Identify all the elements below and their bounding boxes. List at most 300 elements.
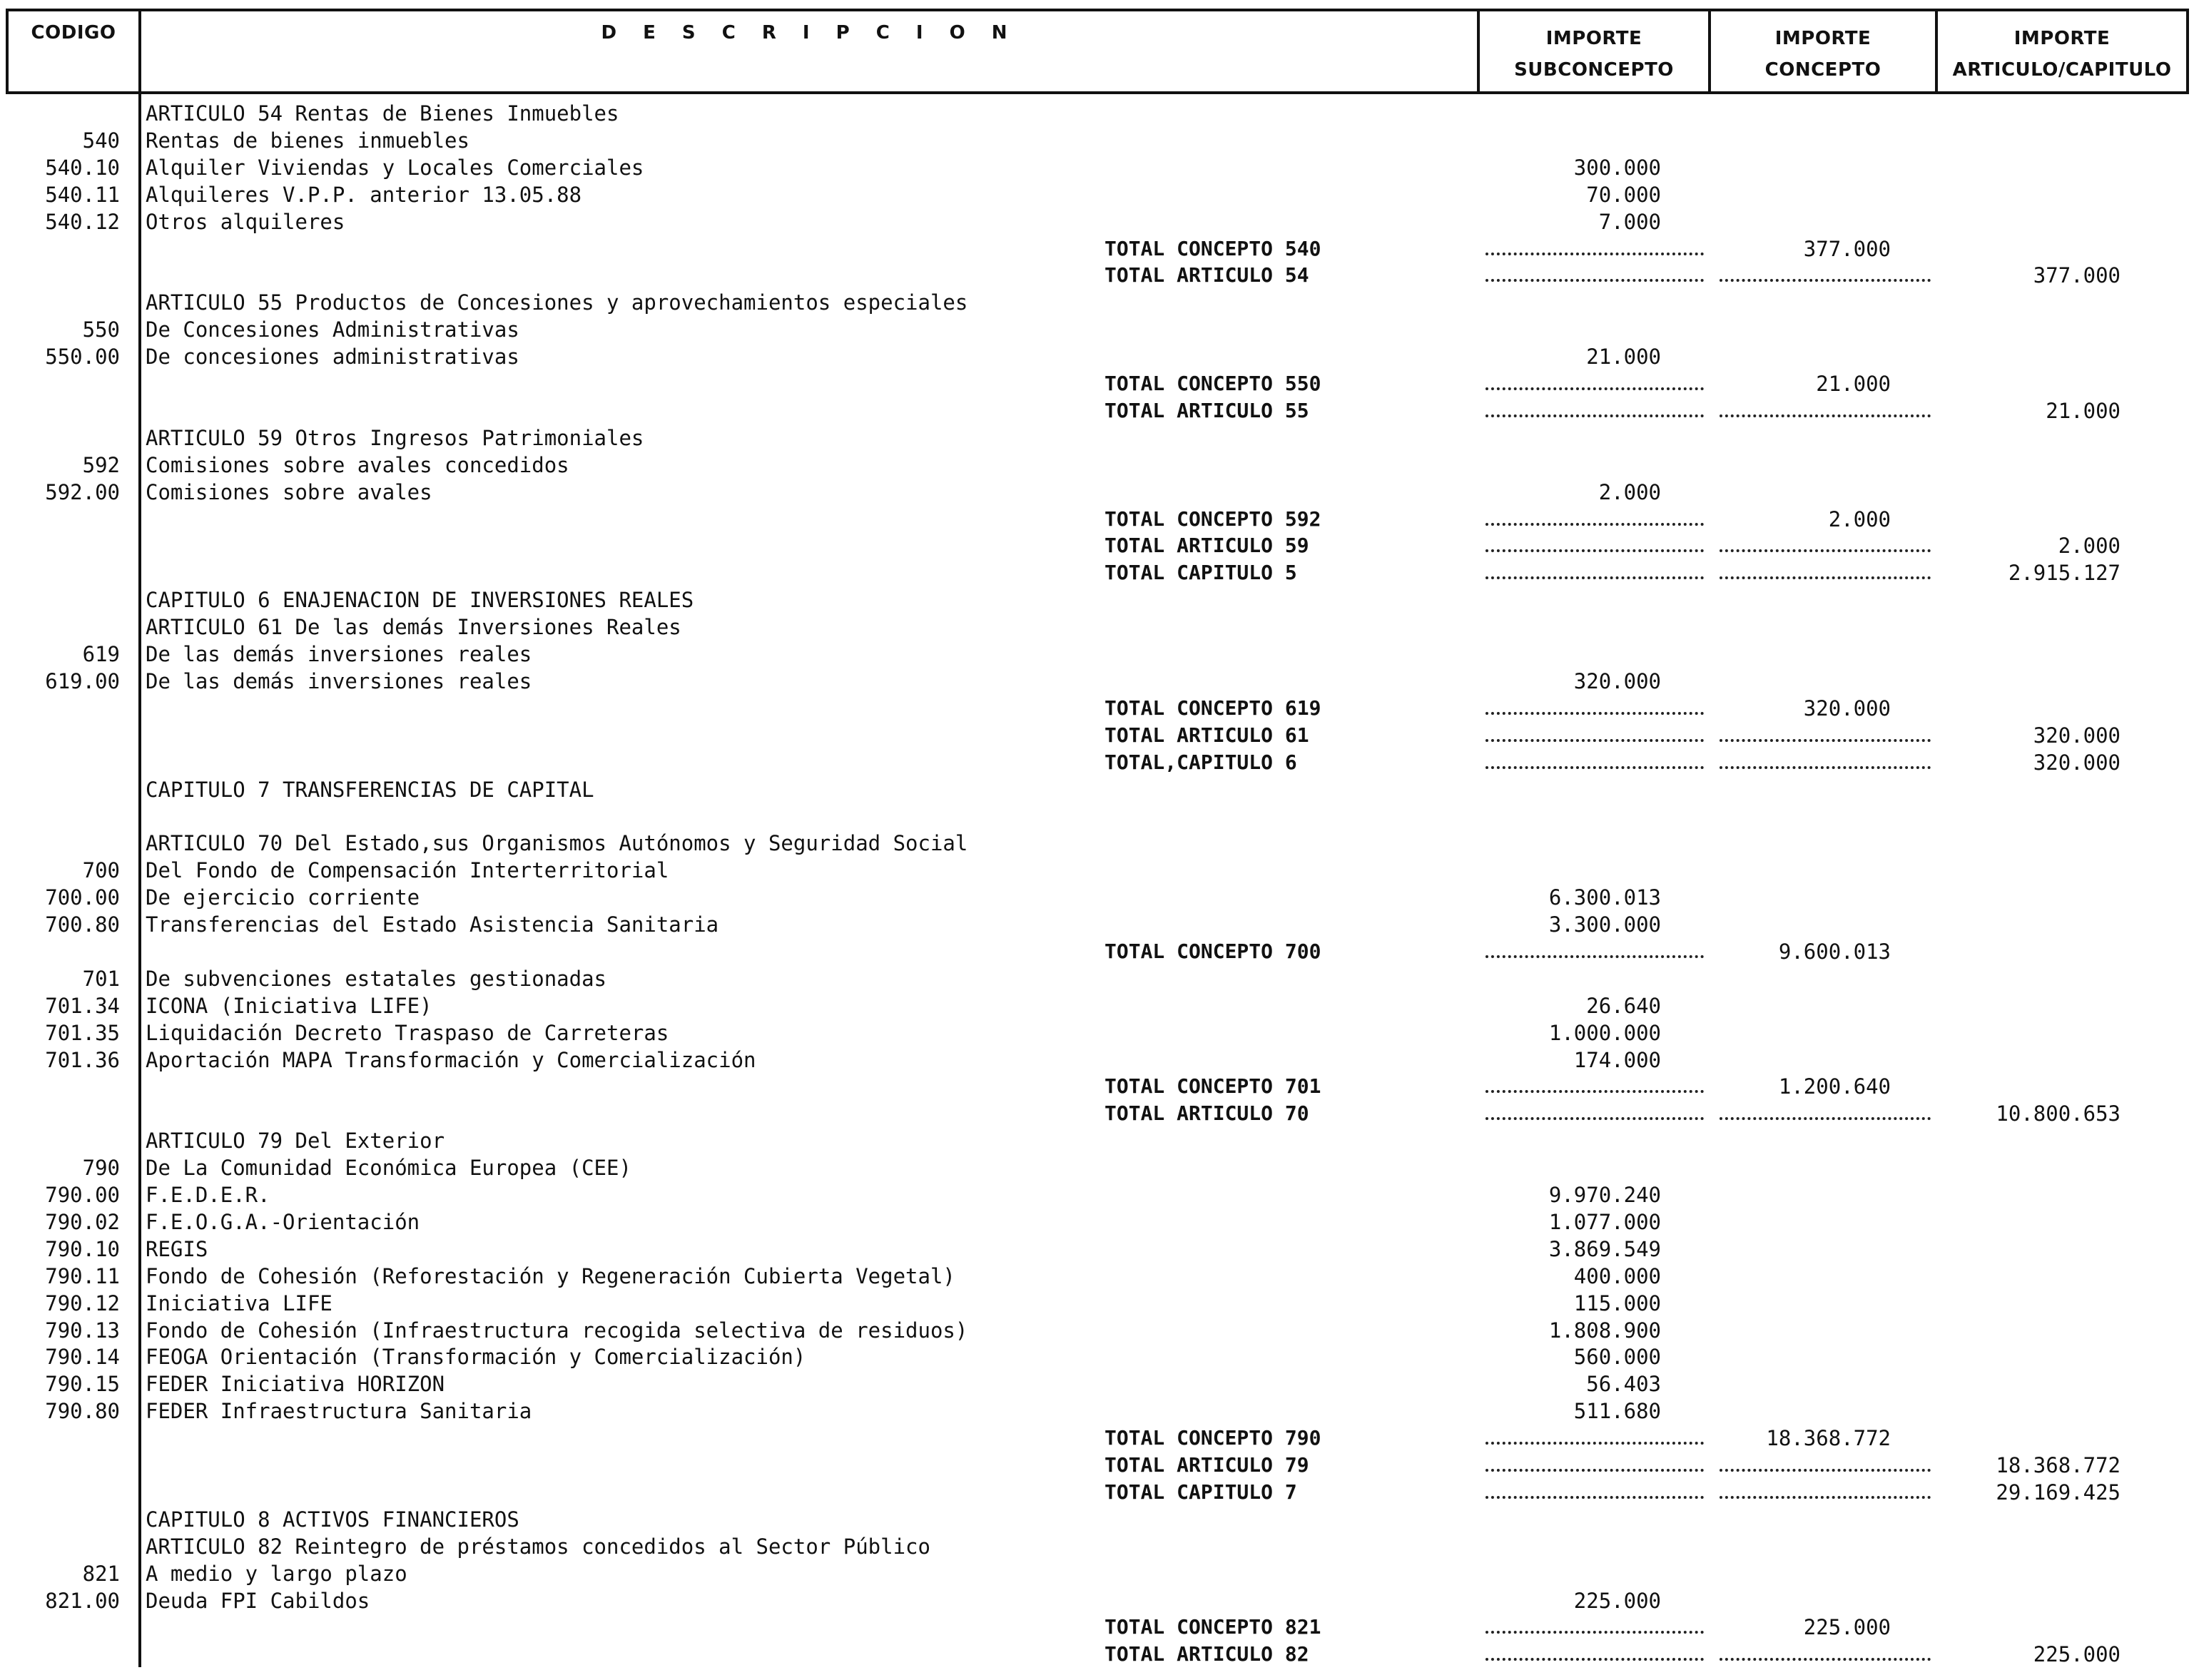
description-cell: De concesiones administrativas bbox=[146, 345, 519, 370]
code-cell bbox=[0, 1452, 120, 1479]
importe-articulo-capitulo bbox=[1955, 100, 2121, 127]
total-label: TOTAL CONCEPTO 550 bbox=[1104, 372, 1321, 395]
table-row bbox=[0, 1073, 2194, 1100]
table-row bbox=[0, 911, 2194, 938]
importe-articulo-capitulo bbox=[1955, 668, 2121, 695]
code-cell bbox=[0, 722, 120, 749]
table-row bbox=[0, 668, 2194, 695]
description-cell: REGIS bbox=[146, 1236, 208, 1261]
code-cell bbox=[0, 559, 120, 586]
dotted-leader-concepto bbox=[1720, 739, 1931, 742]
importe-articulo-capitulo bbox=[1955, 370, 2121, 397]
total-label: TOTAL CAPITULO 5 bbox=[1104, 561, 1297, 585]
table-row bbox=[0, 1019, 2194, 1047]
importe-articulo-capitulo: 225.000 bbox=[2033, 1642, 2121, 1667]
description-cell: ARTICULO 82 Reintegro de préstamos concedidos al Sector Público bbox=[146, 1534, 930, 1559]
total-label: TOTAL ARTICULO 70 bbox=[1104, 1101, 1309, 1126]
table-row bbox=[0, 1208, 2194, 1236]
code-cell bbox=[0, 532, 120, 559]
table-row bbox=[0, 586, 2194, 614]
dotted-leader-concepto bbox=[1720, 1469, 1931, 1472]
importe-concepto: 225.000 bbox=[1803, 1615, 1891, 1640]
importe-articulo-capitulo bbox=[1955, 1533, 2121, 1560]
importe-concepto bbox=[1712, 1208, 1891, 1236]
dotted-leader-subconcepto bbox=[1485, 1469, 1704, 1472]
importe-subconcepto: 1.808.900 bbox=[1548, 1318, 1661, 1343]
dotted-leader-concepto bbox=[1720, 1658, 1931, 1661]
importe-articulo-capitulo bbox=[1955, 992, 2121, 1019]
description-cell: Alquileres V.P.P. anterior 13.05.88 bbox=[146, 182, 582, 207]
table-row bbox=[0, 857, 2194, 884]
code-cell bbox=[0, 1127, 120, 1154]
dotted-leader-subconcepto bbox=[1485, 253, 1704, 255]
importe-subconcepto bbox=[1484, 695, 1661, 722]
importe-concepto bbox=[1712, 262, 1891, 289]
importe-concepto: 18.368.772 bbox=[1766, 1426, 1891, 1451]
dotted-leader-subconcepto bbox=[1485, 1442, 1704, 1445]
description-cell: FEOGA Orientación (Transformación y Comercialización) bbox=[146, 1345, 806, 1370]
total-label: TOTAL ARTICULO 59 bbox=[1104, 534, 1309, 558]
code-cell: 790 bbox=[82, 1156, 120, 1181]
importe-concepto bbox=[1712, 1047, 1891, 1074]
importe-subconcepto: 9.970.240 bbox=[1548, 1183, 1661, 1207]
importe-concepto: 9.600.013 bbox=[1778, 939, 1891, 964]
importe-subconcepto bbox=[1484, 830, 1661, 857]
importe-concepto bbox=[1712, 343, 1891, 370]
dotted-leader-concepto bbox=[1720, 1117, 1931, 1120]
importe-articulo-capitulo bbox=[1955, 289, 2121, 316]
importe-subconcepto: 2.000 bbox=[1598, 479, 1661, 504]
table-row bbox=[0, 127, 2194, 154]
table-row bbox=[0, 749, 2194, 776]
code-cell bbox=[0, 830, 120, 857]
description-cell: Alquiler Viviendas y Locales Comerciales bbox=[146, 155, 644, 180]
importe-concepto bbox=[1712, 127, 1891, 154]
description-cell: CAPITULO 7 TRANSFERENCIAS DE CAPITAL bbox=[146, 777, 594, 802]
table-row bbox=[0, 506, 2194, 533]
importe-subconcepto: 511.680 bbox=[1573, 1399, 1661, 1424]
importe-articulo-capitulo bbox=[1955, 479, 2121, 506]
total-label: TOTAL CONCEPTO 700 bbox=[1104, 939, 1321, 963]
header-descripcion: D E S C R I P C I O N bbox=[601, 22, 1017, 44]
code-cell bbox=[0, 1100, 120, 1127]
table-row bbox=[0, 343, 2194, 370]
importe-articulo-capitulo bbox=[1955, 343, 2121, 370]
code-cell bbox=[0, 614, 120, 641]
table-row bbox=[0, 424, 2194, 452]
code-cell bbox=[0, 586, 120, 614]
importe-articulo-capitulo: 320.000 bbox=[2033, 723, 2121, 748]
importe-concepto bbox=[1712, 1641, 1891, 1668]
total-label: TOTAL ARTICULO 82 bbox=[1104, 1642, 1309, 1666]
table-row bbox=[0, 1641, 2194, 1668]
header-articulo-line1: IMPORTE bbox=[2013, 28, 2111, 49]
importe-articulo-capitulo bbox=[1955, 884, 2121, 911]
importe-subconcepto bbox=[1484, 614, 1661, 641]
total-label: TOTAL ARTICULO 55 bbox=[1104, 398, 1309, 422]
description-cell: Fondo de Cohesión (Infraestructura recogida selectiva de residuos) bbox=[146, 1318, 968, 1343]
description-cell: Liquidación Decreto Traspaso de Carreteras bbox=[146, 1020, 669, 1045]
description-cell: CAPITULO 8 ACTIVOS FINANCIEROS bbox=[146, 1507, 519, 1532]
table-row bbox=[0, 695, 2194, 722]
table-row bbox=[0, 1317, 2194, 1344]
importe-subconcepto bbox=[1484, 965, 1661, 992]
importe-articulo-capitulo bbox=[1955, 1073, 2121, 1100]
importe-subconcepto bbox=[1484, 262, 1661, 289]
code-cell bbox=[0, 695, 120, 722]
importe-concepto bbox=[1712, 1100, 1891, 1127]
importe-articulo-capitulo bbox=[1955, 235, 2121, 263]
code-cell bbox=[0, 803, 120, 830]
importe-subconcepto: 320.000 bbox=[1573, 668, 1661, 693]
code-cell: 540 bbox=[82, 128, 120, 153]
importe-articulo-capitulo bbox=[1955, 1290, 2121, 1317]
table-row bbox=[0, 776, 2194, 803]
table-row bbox=[0, 262, 2194, 289]
importe-subconcepto: 115.000 bbox=[1573, 1290, 1661, 1315]
dotted-leader-subconcepto bbox=[1485, 1117, 1704, 1120]
importe-articulo-capitulo bbox=[1955, 1263, 2121, 1290]
table-row bbox=[0, 1425, 2194, 1452]
importe-concepto bbox=[1712, 397, 1891, 424]
importe-concepto: 320.000 bbox=[1803, 696, 1891, 721]
importe-subconcepto: 225.000 bbox=[1573, 1588, 1661, 1613]
description-cell: Iniciativa LIFE bbox=[146, 1290, 332, 1315]
dotted-leader-subconcepto bbox=[1485, 523, 1704, 526]
importe-subconcepto bbox=[1484, 1506, 1661, 1533]
code-cell: 790.15 bbox=[45, 1372, 120, 1397]
code-cell: 821 bbox=[82, 1561, 120, 1586]
code-cell bbox=[0, 749, 120, 776]
importe-subconcepto: 174.000 bbox=[1573, 1047, 1661, 1072]
importe-articulo-capitulo bbox=[1955, 1047, 2121, 1074]
importe-subconcepto: 3.300.000 bbox=[1548, 912, 1661, 937]
importe-subconcepto: 26.640 bbox=[1586, 993, 1661, 1018]
total-label: TOTAL ARTICULO 61 bbox=[1104, 723, 1309, 747]
code-cell bbox=[0, 1614, 120, 1641]
importe-subconcepto bbox=[1484, 127, 1661, 154]
dotted-leader-concepto bbox=[1720, 766, 1931, 769]
importe-subconcepto: 560.000 bbox=[1573, 1345, 1661, 1370]
importe-concepto bbox=[1712, 316, 1891, 343]
dotted-leader-subconcepto bbox=[1485, 955, 1704, 958]
header-subconcepto-line1: IMPORTE bbox=[1545, 28, 1642, 49]
table-row bbox=[0, 452, 2194, 479]
importe-concepto: 377.000 bbox=[1803, 236, 1891, 261]
importe-subconcepto bbox=[1484, 235, 1661, 263]
table-row bbox=[0, 830, 2194, 857]
importe-articulo-capitulo bbox=[1955, 695, 2121, 722]
table-row bbox=[0, 938, 2194, 965]
importe-concepto bbox=[1712, 1181, 1891, 1208]
code-cell: 701.35 bbox=[45, 1020, 120, 1045]
table-row bbox=[0, 1343, 2194, 1370]
importe-subconcepto bbox=[1484, 370, 1661, 397]
description-cell: F.E.D.E.R. bbox=[146, 1183, 270, 1207]
importe-subconcepto: 400.000 bbox=[1573, 1263, 1661, 1288]
description-cell: Comisiones sobre avales concedidos bbox=[146, 452, 569, 477]
importe-concepto bbox=[1712, 1533, 1891, 1560]
dotted-leader-subconcepto bbox=[1485, 712, 1704, 715]
importe-subconcepto bbox=[1484, 397, 1661, 424]
importe-articulo-capitulo bbox=[1955, 1236, 2121, 1263]
code-cell: 790.14 bbox=[45, 1345, 120, 1370]
table-row bbox=[0, 1533, 2194, 1560]
dotted-leader-subconcepto bbox=[1485, 387, 1704, 390]
code-cell bbox=[0, 1479, 120, 1506]
importe-subconcepto bbox=[1484, 722, 1661, 749]
table-row bbox=[0, 1263, 2194, 1290]
table-row bbox=[0, 532, 2194, 559]
importe-concepto bbox=[1712, 559, 1891, 586]
importe-subconcepto bbox=[1484, 586, 1661, 614]
importe-concepto bbox=[1712, 1236, 1891, 1263]
table-row bbox=[0, 397, 2194, 424]
description-cell: De Concesiones Administrativas bbox=[146, 317, 519, 342]
importe-concepto bbox=[1712, 452, 1891, 479]
importe-subconcepto bbox=[1484, 641, 1661, 668]
code-cell bbox=[0, 370, 120, 397]
code-cell bbox=[0, 506, 120, 533]
code-cell bbox=[0, 1073, 120, 1100]
code-cell: 550 bbox=[82, 317, 120, 342]
importe-concepto bbox=[1712, 1479, 1891, 1506]
table-row bbox=[0, 1290, 2194, 1317]
code-cell bbox=[0, 938, 120, 965]
table-row bbox=[0, 370, 2194, 397]
table-row bbox=[0, 614, 2194, 641]
importe-subconcepto bbox=[1484, 1425, 1661, 1452]
importe-subconcepto bbox=[1484, 776, 1661, 803]
table-row bbox=[0, 181, 2194, 208]
importe-subconcepto bbox=[1484, 1614, 1661, 1641]
importe-subconcepto bbox=[1484, 749, 1661, 776]
importe-concepto bbox=[1712, 803, 1891, 830]
importe-concepto bbox=[1712, 181, 1891, 208]
dotted-leader-subconcepto bbox=[1485, 1658, 1704, 1661]
total-label: TOTAL,CAPITULO 6 bbox=[1104, 750, 1297, 774]
code-cell: 700 bbox=[82, 858, 120, 883]
header-codigo: CODIGO bbox=[31, 22, 116, 44]
total-label: TOTAL ARTICULO 79 bbox=[1104, 1453, 1309, 1477]
total-label: TOTAL CONCEPTO 821 bbox=[1104, 1615, 1321, 1639]
importe-articulo-capitulo bbox=[1955, 857, 2121, 884]
importe-concepto bbox=[1712, 1127, 1891, 1154]
importe-subconcepto bbox=[1484, 1452, 1661, 1479]
dotted-leader-subconcepto bbox=[1485, 1090, 1704, 1093]
importe-articulo-capitulo bbox=[1955, 506, 2121, 533]
importe-articulo-capitulo bbox=[1955, 1343, 2121, 1370]
dotted-leader-subconcepto bbox=[1485, 549, 1704, 552]
importe-articulo-capitulo bbox=[1955, 154, 2121, 181]
code-cell bbox=[0, 424, 120, 452]
dotted-leader-subconcepto bbox=[1485, 414, 1704, 417]
code-cell: 790.11 bbox=[45, 1263, 120, 1288]
description-cell: De subvenciones estatales gestionadas bbox=[146, 966, 607, 991]
code-cell bbox=[0, 289, 120, 316]
description-cell: Rentas de bienes inmuebles bbox=[146, 128, 469, 153]
code-cell: 790.02 bbox=[45, 1209, 120, 1234]
code-cell bbox=[0, 1533, 120, 1560]
importe-subconcepto bbox=[1484, 1154, 1661, 1181]
description-cell: Del Fondo de Compensación Interterritorial bbox=[146, 858, 669, 883]
importe-subconcepto bbox=[1484, 1100, 1661, 1127]
code-cell: 540.11 bbox=[45, 182, 120, 207]
importe-concepto bbox=[1712, 911, 1891, 938]
table-row bbox=[0, 1236, 2194, 1263]
importe-articulo-capitulo bbox=[1955, 1560, 2121, 1587]
importe-subconcepto: 1.000.000 bbox=[1548, 1020, 1661, 1045]
importe-concepto bbox=[1712, 1263, 1891, 1290]
importe-articulo-capitulo bbox=[1955, 1614, 2121, 1641]
total-label: TOTAL CONCEPTO 592 bbox=[1104, 506, 1321, 531]
importe-articulo-capitulo bbox=[1955, 803, 2121, 830]
table-row bbox=[0, 1587, 2194, 1614]
importe-concepto: 2.000 bbox=[1828, 506, 1891, 531]
importe-articulo-capitulo bbox=[1955, 641, 2121, 668]
importe-concepto bbox=[1712, 100, 1891, 127]
importe-articulo-capitulo bbox=[1955, 614, 2121, 641]
importe-articulo-capitulo bbox=[1955, 586, 2121, 614]
table-row bbox=[0, 1560, 2194, 1587]
importe-subconcepto bbox=[1484, 559, 1661, 586]
importe-articulo-capitulo: 10.800.653 bbox=[1996, 1101, 2121, 1126]
code-cell: 540.12 bbox=[45, 209, 120, 234]
table-row bbox=[0, 208, 2194, 235]
importe-concepto bbox=[1712, 1290, 1891, 1317]
importe-articulo-capitulo bbox=[1955, 938, 2121, 965]
importe-subconcepto bbox=[1484, 1641, 1661, 1668]
description-cell: De ejercicio corriente bbox=[146, 885, 420, 910]
importe-articulo-capitulo bbox=[1955, 965, 2121, 992]
header-articulo-line2: ARTICULO/CAPITULO bbox=[1952, 59, 2172, 81]
code-cell: 619.00 bbox=[45, 668, 120, 693]
description-cell: FEDER Iniciativa HORIZON bbox=[146, 1372, 445, 1397]
table-row bbox=[0, 965, 2194, 992]
importe-concepto bbox=[1712, 749, 1891, 776]
importe-concepto bbox=[1712, 1560, 1891, 1587]
code-cell: 540.10 bbox=[45, 155, 120, 180]
importe-concepto bbox=[1712, 208, 1891, 235]
description-cell: A medio y largo plazo bbox=[146, 1561, 407, 1586]
dotted-leader-concepto bbox=[1720, 1496, 1931, 1499]
importe-concepto bbox=[1712, 614, 1891, 641]
importe-articulo-capitulo: 29.169.425 bbox=[1996, 1480, 2121, 1505]
importe-concepto bbox=[1712, 1154, 1891, 1181]
importe-subconcepto: 21.000 bbox=[1586, 345, 1661, 370]
description-cell: Fondo de Cohesión (Reforestación y Regeneración Cubierta Vegetal) bbox=[146, 1263, 955, 1288]
description-cell: F.E.O.G.A.-Orientación bbox=[146, 1209, 420, 1234]
description-cell: CAPITULO 6 ENAJENACION DE INVERSIONES REALES bbox=[146, 588, 694, 613]
importe-concepto bbox=[1712, 479, 1891, 506]
table-row bbox=[0, 992, 2194, 1019]
importe-articulo-capitulo bbox=[1955, 127, 2121, 154]
importe-subconcepto bbox=[1484, 1533, 1661, 1560]
importe-subconcepto bbox=[1484, 1073, 1661, 1100]
importe-subconcepto bbox=[1484, 938, 1661, 965]
description-cell: ARTICULO 70 Del Estado,sus Organismos Autónomos y Seguridad Social bbox=[146, 831, 968, 856]
importe-concepto bbox=[1712, 722, 1891, 749]
importe-concepto bbox=[1712, 154, 1891, 181]
importe-concepto bbox=[1712, 641, 1891, 668]
total-label: TOTAL CONCEPTO 619 bbox=[1104, 696, 1321, 720]
code-cell bbox=[0, 776, 120, 803]
importe-articulo-capitulo bbox=[1955, 208, 2121, 235]
code-cell: 592.00 bbox=[45, 479, 120, 504]
table-row bbox=[0, 479, 2194, 506]
total-label: TOTAL ARTICULO 54 bbox=[1104, 263, 1309, 287]
table-row bbox=[0, 154, 2194, 181]
code-cell: 550.00 bbox=[45, 345, 120, 370]
importe-subconcepto bbox=[1484, 803, 1661, 830]
importe-subconcepto bbox=[1484, 452, 1661, 479]
importe-concepto bbox=[1712, 532, 1891, 559]
table-row bbox=[0, 1181, 2194, 1208]
importe-subconcepto: 70.000 bbox=[1586, 182, 1661, 207]
importe-subconcepto bbox=[1484, 289, 1661, 316]
code-cell bbox=[0, 100, 120, 127]
importe-articulo-capitulo bbox=[1955, 452, 2121, 479]
code-cell: 701 bbox=[82, 966, 120, 991]
importe-subconcepto bbox=[1484, 506, 1661, 533]
code-cell: 790.12 bbox=[45, 1290, 120, 1315]
table-row bbox=[0, 641, 2194, 668]
dotted-leader-subconcepto bbox=[1485, 1496, 1704, 1499]
code-cell: 790.00 bbox=[45, 1183, 120, 1207]
importe-concepto bbox=[1712, 1506, 1891, 1533]
dotted-leader-subconcepto bbox=[1485, 766, 1704, 769]
importe-articulo-capitulo: 377.000 bbox=[2033, 263, 2121, 288]
importe-articulo-capitulo bbox=[1955, 911, 2121, 938]
dotted-leader-subconcepto bbox=[1485, 279, 1704, 282]
importe-articulo-capitulo bbox=[1955, 1019, 2121, 1047]
description-cell: ARTICULO 79 Del Exterior bbox=[146, 1129, 445, 1154]
importe-concepto bbox=[1712, 884, 1891, 911]
description-cell: Comisiones sobre avales bbox=[146, 479, 432, 504]
code-cell: 619 bbox=[82, 642, 120, 666]
importe-articulo-capitulo bbox=[1955, 1587, 2121, 1614]
code-cell: 592 bbox=[82, 452, 120, 477]
table-row bbox=[0, 559, 2194, 586]
dotted-leader-concepto bbox=[1720, 576, 1931, 579]
code-cell bbox=[0, 235, 120, 263]
table-row bbox=[0, 722, 2194, 749]
importe-subconcepto: 7.000 bbox=[1598, 209, 1661, 234]
description-cell: Transferencias del Estado Asistencia Sanitaria bbox=[146, 912, 719, 937]
table-row bbox=[0, 289, 2194, 316]
table-row bbox=[0, 803, 2194, 830]
importe-subconcepto: 56.403 bbox=[1586, 1372, 1661, 1397]
total-label: TOTAL CONCEPTO 540 bbox=[1104, 236, 1321, 260]
importe-subconcepto bbox=[1484, 532, 1661, 559]
dotted-leader-subconcepto bbox=[1485, 1631, 1704, 1634]
description-cell: De las demás inversiones reales bbox=[146, 668, 532, 693]
description-cell: De La Comunidad Económica Europea (CEE) bbox=[146, 1156, 631, 1181]
table-row bbox=[0, 1614, 2194, 1641]
description-cell: ICONA (Iniciativa LIFE) bbox=[146, 993, 432, 1018]
description-cell: ARTICULO 55 Productos de Concesiones y aprovechamientos especiales bbox=[146, 290, 968, 315]
table-row bbox=[0, 1506, 2194, 1533]
dotted-leader-concepto bbox=[1720, 549, 1931, 552]
importe-articulo-capitulo bbox=[1955, 424, 2121, 452]
importe-articulo-capitulo bbox=[1955, 1181, 2121, 1208]
code-cell: 700.00 bbox=[45, 885, 120, 910]
table-row bbox=[0, 1479, 2194, 1506]
importe-concepto bbox=[1712, 857, 1891, 884]
header-subconcepto-line2: SUBCONCEPTO bbox=[1514, 59, 1674, 81]
importe-subconcepto bbox=[1484, 1127, 1661, 1154]
importe-concepto bbox=[1712, 1370, 1891, 1398]
